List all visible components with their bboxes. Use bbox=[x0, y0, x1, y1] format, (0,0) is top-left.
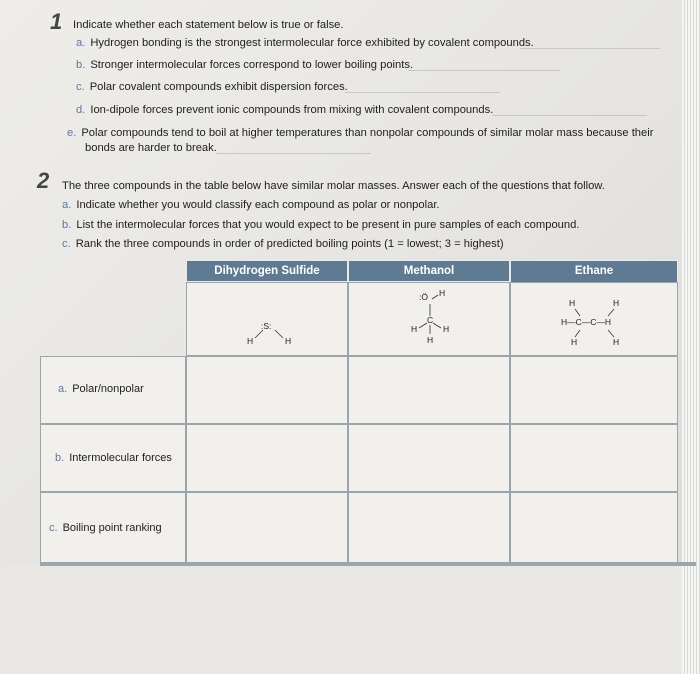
item-label: a. bbox=[62, 199, 72, 211]
header-dihydrogen-sulfide: Dihydrogen Sulfide bbox=[186, 260, 348, 282]
methanol-oxygen-atom: :Ö bbox=[419, 292, 428, 302]
methanol-hydrogen-bottom: H bbox=[427, 335, 434, 345]
answer-line[interactable] bbox=[492, 115, 647, 116]
q1-item-c bbox=[76, 81, 348, 93]
row-letter: b. bbox=[55, 452, 65, 464]
ethane-structure bbox=[556, 296, 646, 352]
row-label-bp bbox=[49, 522, 162, 534]
row-text: Boiling point ranking bbox=[62, 522, 162, 534]
item-text: Polar compounds tend to boil at higher temperatures than nonpolar compounds of similar molar mass because their bbox=[81, 127, 654, 139]
answer-cell-bp-h2s[interactable] bbox=[186, 492, 348, 564]
item-text: Polar covalent compounds exhibit dispersion forces. bbox=[89, 81, 348, 93]
item-label: a. bbox=[76, 37, 86, 49]
answer-cell-polar-h2s[interactable] bbox=[186, 356, 348, 424]
item-label: c. bbox=[62, 238, 71, 250]
q1-item-a bbox=[76, 37, 534, 49]
header-ethane: Ethane bbox=[510, 260, 678, 284]
item-text: Indicate whether you would classify each compound as polar or nonpolar. bbox=[76, 199, 440, 211]
item-text: Rank the three compounds in order of predicted boiling points (1 = lowest; 3 = highest) bbox=[75, 238, 504, 250]
header-methanol: Methanol bbox=[348, 260, 510, 282]
answer-line[interactable] bbox=[216, 153, 371, 154]
answer-line[interactable] bbox=[408, 70, 560, 71]
h2s-hydrogen-right: H bbox=[285, 336, 292, 346]
ethane-hydrogen-top-left: H bbox=[569, 298, 576, 308]
row-label-polar bbox=[58, 383, 144, 395]
row-letter: a. bbox=[58, 383, 68, 395]
item-label: c. bbox=[76, 81, 85, 93]
row-text: Polar/nonpolar bbox=[72, 383, 144, 395]
methanol-hydrogen-oxygen: H bbox=[439, 288, 446, 298]
h2s-sulfur-atom: :S: bbox=[261, 321, 272, 331]
answer-cell-polar-ethane[interactable] bbox=[510, 356, 678, 424]
answer-cell-polar-methanol[interactable] bbox=[348, 356, 510, 424]
question-2-prompt: The three compounds in the table below have similar molar masses. Answer each of the questions that follow. bbox=[62, 180, 605, 192]
compound-table bbox=[36, 260, 696, 566]
item-label: d. bbox=[76, 104, 86, 116]
answer-cell-imf-methanol[interactable] bbox=[348, 424, 510, 492]
item-text: Hydrogen bonding is the strongest intermolecular force exhibited by covalent compounds. bbox=[90, 37, 534, 49]
table-bottom-border bbox=[40, 562, 696, 566]
answer-line[interactable] bbox=[345, 92, 500, 93]
ethane-hydrogen-bottom-left: H bbox=[571, 337, 578, 347]
q1-item-d bbox=[76, 104, 493, 116]
question-2-number: 2 bbox=[37, 168, 50, 193]
row-label-imf bbox=[55, 452, 172, 464]
desk-background bbox=[0, 566, 700, 674]
item-label: b. bbox=[62, 219, 72, 231]
row-text: Intermolecular forces bbox=[69, 452, 172, 464]
row-letter: c. bbox=[49, 522, 58, 534]
ethane-carbon-chain: H—C—C—H bbox=[561, 317, 612, 327]
item-text: List the intermolecular forces that you would expect to be present in pure samples of each compound. bbox=[76, 219, 580, 231]
question-1-number: 1 bbox=[50, 9, 63, 34]
q2-item-b bbox=[62, 219, 579, 231]
methanol-carbon-atom: C bbox=[427, 315, 434, 325]
ethane-hydrogen-top-right: H bbox=[613, 298, 620, 308]
item-label: b. bbox=[76, 59, 86, 71]
h2s-structure bbox=[241, 318, 301, 348]
q1-item-e-continued: bonds are harder to break. bbox=[85, 142, 217, 154]
methanol-hydrogen-left: H bbox=[411, 324, 418, 334]
q2-item-a bbox=[62, 199, 440, 211]
answer-cell-imf-ethane[interactable] bbox=[510, 424, 678, 492]
q1-item-b bbox=[76, 59, 413, 71]
item-text: Stronger intermolecular forces correspond to lower boiling points. bbox=[90, 59, 414, 71]
answer-cell-bp-methanol[interactable] bbox=[348, 492, 510, 564]
answer-cell-imf-h2s[interactable] bbox=[186, 424, 348, 492]
question-1-prompt: Indicate whether each statement below is true or false. bbox=[73, 19, 344, 31]
q1-item-e bbox=[67, 127, 653, 139]
h2s-hydrogen-left: H bbox=[247, 336, 254, 346]
item-text: Ion-dipole forces prevent ionic compounds from mixing with covalent compounds. bbox=[90, 104, 494, 116]
answer-cell-bp-ethane[interactable] bbox=[510, 492, 678, 564]
q2-item-c bbox=[62, 238, 504, 250]
methanol-structure bbox=[401, 290, 461, 350]
ethane-hydrogen-bottom-right: H bbox=[613, 337, 620, 347]
answer-line[interactable] bbox=[520, 48, 660, 49]
methanol-hydrogen-right: H bbox=[443, 324, 450, 334]
item-label: e. bbox=[67, 127, 77, 139]
